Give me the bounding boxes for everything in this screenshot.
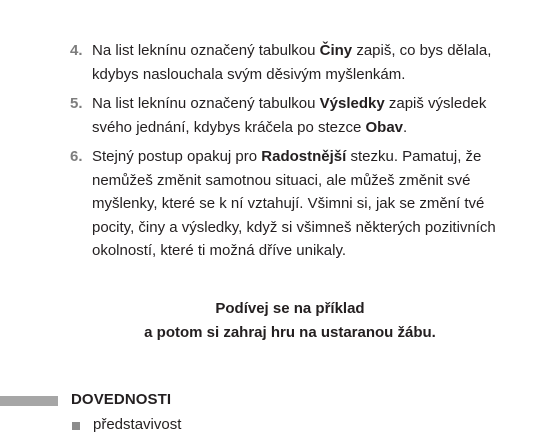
step-text-part: zapiš výsledek svého jednání, kdybys kráčela po stezce — [92, 95, 487, 136]
skills-list — [71, 414, 181, 436]
list-item — [71, 414, 181, 436]
step-text-part: stezku. Pamatuj, že nemůžeš změnit samotnou situaci, ale můžeš změnit své myšlenky, které se k ní vztahují. Všimni si, jak se změní tvé pocity, činy a výsledky, když si všimneš některých pozitivních okolností, které ti možná dříve unikaly. — [92, 148, 496, 259]
step-text-part: Na list leknínu označený tabulkou — [92, 95, 320, 112]
instruction-steps — [70, 39, 520, 269]
example-line-2: a potom si zahraj hru na ustaranou žábu. — [144, 323, 436, 341]
skills-heading: DOVEDNOSTI — [71, 391, 172, 408]
step-text — [92, 95, 486, 136]
step-text-part: . — [403, 118, 408, 136]
example-line-1: Podívej se na příklad — [215, 300, 365, 317]
step-text-part: Stejný postup opakuj pro — [92, 148, 262, 165]
step-text-part: zapiš, co bys dělala, kdybys naslouchala svým děsivým myšlenkám. — [92, 42, 492, 83]
step-keyword: Výsledky — [319, 95, 385, 112]
section-marker-bar — [0, 396, 58, 406]
square-bullet-icon — [72, 422, 80, 430]
step-number: 6. — [70, 148, 83, 165]
step-text-part: Na list leknínu označený tabulkou — [92, 42, 320, 59]
skill-label: představivost — [93, 416, 182, 433]
step-keyword: Radostnější — [261, 148, 347, 165]
step-text — [92, 148, 496, 259]
step-text — [92, 42, 491, 83]
step-number: 4. — [70, 42, 83, 59]
example-callout — [40, 297, 540, 344]
step-item — [70, 145, 520, 263]
step-item — [70, 39, 520, 86]
step-number: 5. — [70, 95, 83, 112]
step-item — [70, 92, 520, 139]
step-keyword: Obav — [365, 118, 404, 136]
step-keyword: Činy — [319, 42, 353, 59]
